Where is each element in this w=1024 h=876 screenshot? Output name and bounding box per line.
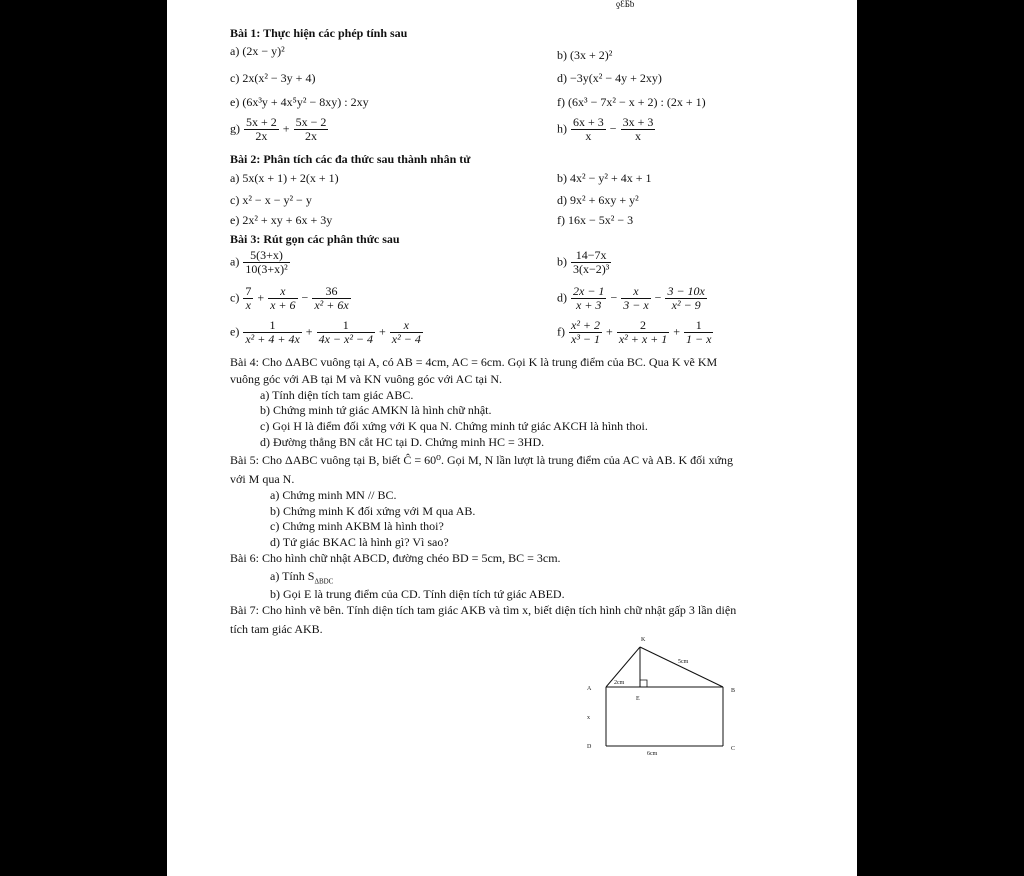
bai2-title: Bài 2: Phân tích các đa thức sau thành nhân tử (230, 152, 471, 166)
bai3-a: a) $\frac{5(3+x)}{\text{10(3+x)²}}$ (230, 248, 288, 276)
label-5cm: 5cm (678, 659, 689, 665)
bai1-b: b) (3x + 2)² (557, 48, 613, 62)
document-page (167, 0, 857, 876)
bai6-a: a) Tính $S_{\Delta BDC}$ (270, 569, 334, 586)
bai4-d: d) Đường thẳng BN cắt HC tại D. Chứng minh HC = 3HD. (260, 435, 545, 449)
bai5-line1: Bài 5: Cho ΔABC vuông tại B, biết Ĉ = 60⁰. Gọi M, N lần lượt là trung điểm của AC và AB. K đối xứng (230, 453, 733, 467)
bai2-c: c) x² − x − y² − y (230, 193, 312, 207)
bai1-g: g) $\frac{5x + 2}{2x}$ + $\frac{5x - 2}{2x}$ (230, 115, 327, 143)
bai3-c: c) $\frac{7}{x}$ + $\frac{x}{x + 6}$ − $\frac{36}{\text{x² + 6x}}$ (230, 284, 349, 312)
bai1-f: f) (6x³ − 7x² − x + 2) : (2x + 1) (557, 95, 706, 109)
bai4-c: c) Gọi H là điểm đối xứng với K qua N. Chứng minh tứ giác AKCH là hình thoi. (260, 419, 648, 433)
geometry-figure (584, 633, 754, 763)
bai6-line1: Bài 6: Cho hình chữ nhật ABCD, đường chéo BD = 5cm, BC = 3cm. (230, 551, 561, 565)
label-b: B (731, 688, 736, 694)
label-2cm: 2cm (614, 680, 625, 686)
bai1-e: e) (6x³y + 4x⁵y² − 8xy) : 2xy (230, 95, 369, 109)
label-k: K (641, 637, 646, 643)
label-6cm: 6cm (647, 751, 658, 757)
label-a: A (587, 686, 592, 692)
bai1-h: h) $\frac{6x + 3}{x}$ − $\frac{3x + 3}{x}$ (557, 115, 654, 143)
header-mark: ƍƐƂƅ (616, 0, 635, 9)
label-d: D (587, 744, 592, 750)
bai3-d: d) $\frac{2x - 1}{x + 3}$ − $\frac{x}{3 - x}$ − $\frac{3 - 10x}{\text{x² − 9}}$ (557, 284, 705, 312)
bai3-f: f) $\frac{\text{x² + 2}}{\text{x³ − 1}}$ + $\frac{2}{\text{x² + x + 1}}$ + $\frac{1}{1 - x}$ (557, 318, 712, 346)
bai3-b: b) $\frac{14-7x}{\text{3(x−2)³}}$ (557, 248, 610, 276)
bai4-b: b) Chứng minh tứ giác AMKN là hình chữ nhật. (260, 403, 492, 417)
label-c: C (731, 746, 736, 752)
bai2-e: e) 2x² + xy + 6x + 3y (230, 213, 333, 227)
bai7-line2: tích tam giác AKB. (230, 622, 323, 636)
bai4-a: a) Tính diện tích tam giác ABC. (260, 388, 414, 402)
bai5-a: a) Chứng minh MN // BC. (270, 488, 397, 502)
bai5-line2: với M qua N. (230, 472, 295, 486)
label-e: E (636, 696, 640, 702)
bai4-line1: Bài 4: Cho ΔABC vuông tại A, có AB = 4cm, AC = 6cm. Gọi K là trung điểm của BC. Qua K vẽ KM (230, 355, 718, 369)
bai4-line2: vuông góc với AB tại M và KN vuông góc với AC tại N. (230, 372, 503, 386)
bai1-a: a) (2x − y)² (230, 44, 285, 58)
bai1-c: c) 2x(x² − 3y + 4) (230, 71, 316, 85)
bai3-title: Bài 3: Rút gọn các phân thức sau (230, 232, 400, 246)
bai3-e: e) $\frac{1}{\text{x² + 4 + 4x}}$ + $\frac{1}{\text{4x − x² − 4}}$ + $\frac{x}{\text{x² − 4}}$ (230, 318, 421, 346)
bai2-a: a) 5x(x + 1) + 2(x + 1) (230, 171, 339, 185)
label-x: x (587, 715, 590, 721)
bai1-title: Bài 1: Thực hiện các phép tính sau (230, 26, 408, 40)
bai5-d: d) Tứ giác BKAC là hình gì? Vì sao? (270, 535, 449, 549)
bai5-c: c) Chứng minh AKBM là hình thoi? (270, 519, 444, 533)
bai2-f: f) 16x − 5x² − 3 (557, 213, 634, 227)
bai2-b: b) 4x² − y² + 4x + 1 (557, 171, 652, 185)
segment-kb (640, 647, 723, 687)
bai1-d: d) −3y(x² − 4y + 2xy) (557, 71, 662, 85)
bai7-line1: Bài 7: Cho hình vẽ bên. Tính diện tích tam giác AKB và tìm x, biết diện tích hình chữ nhật gấp 3 lần diện (230, 603, 737, 617)
bai5-b: b) Chứng minh K đối xứng với M qua AB. (270, 504, 476, 518)
right-angle-mark (640, 680, 647, 687)
bai6-b: b) Gọi E là trung điểm của CD. Tính diện tích tứ giác ABED. (270, 587, 565, 601)
bai2-d: d) 9x² + 6xy + y² (557, 193, 639, 207)
